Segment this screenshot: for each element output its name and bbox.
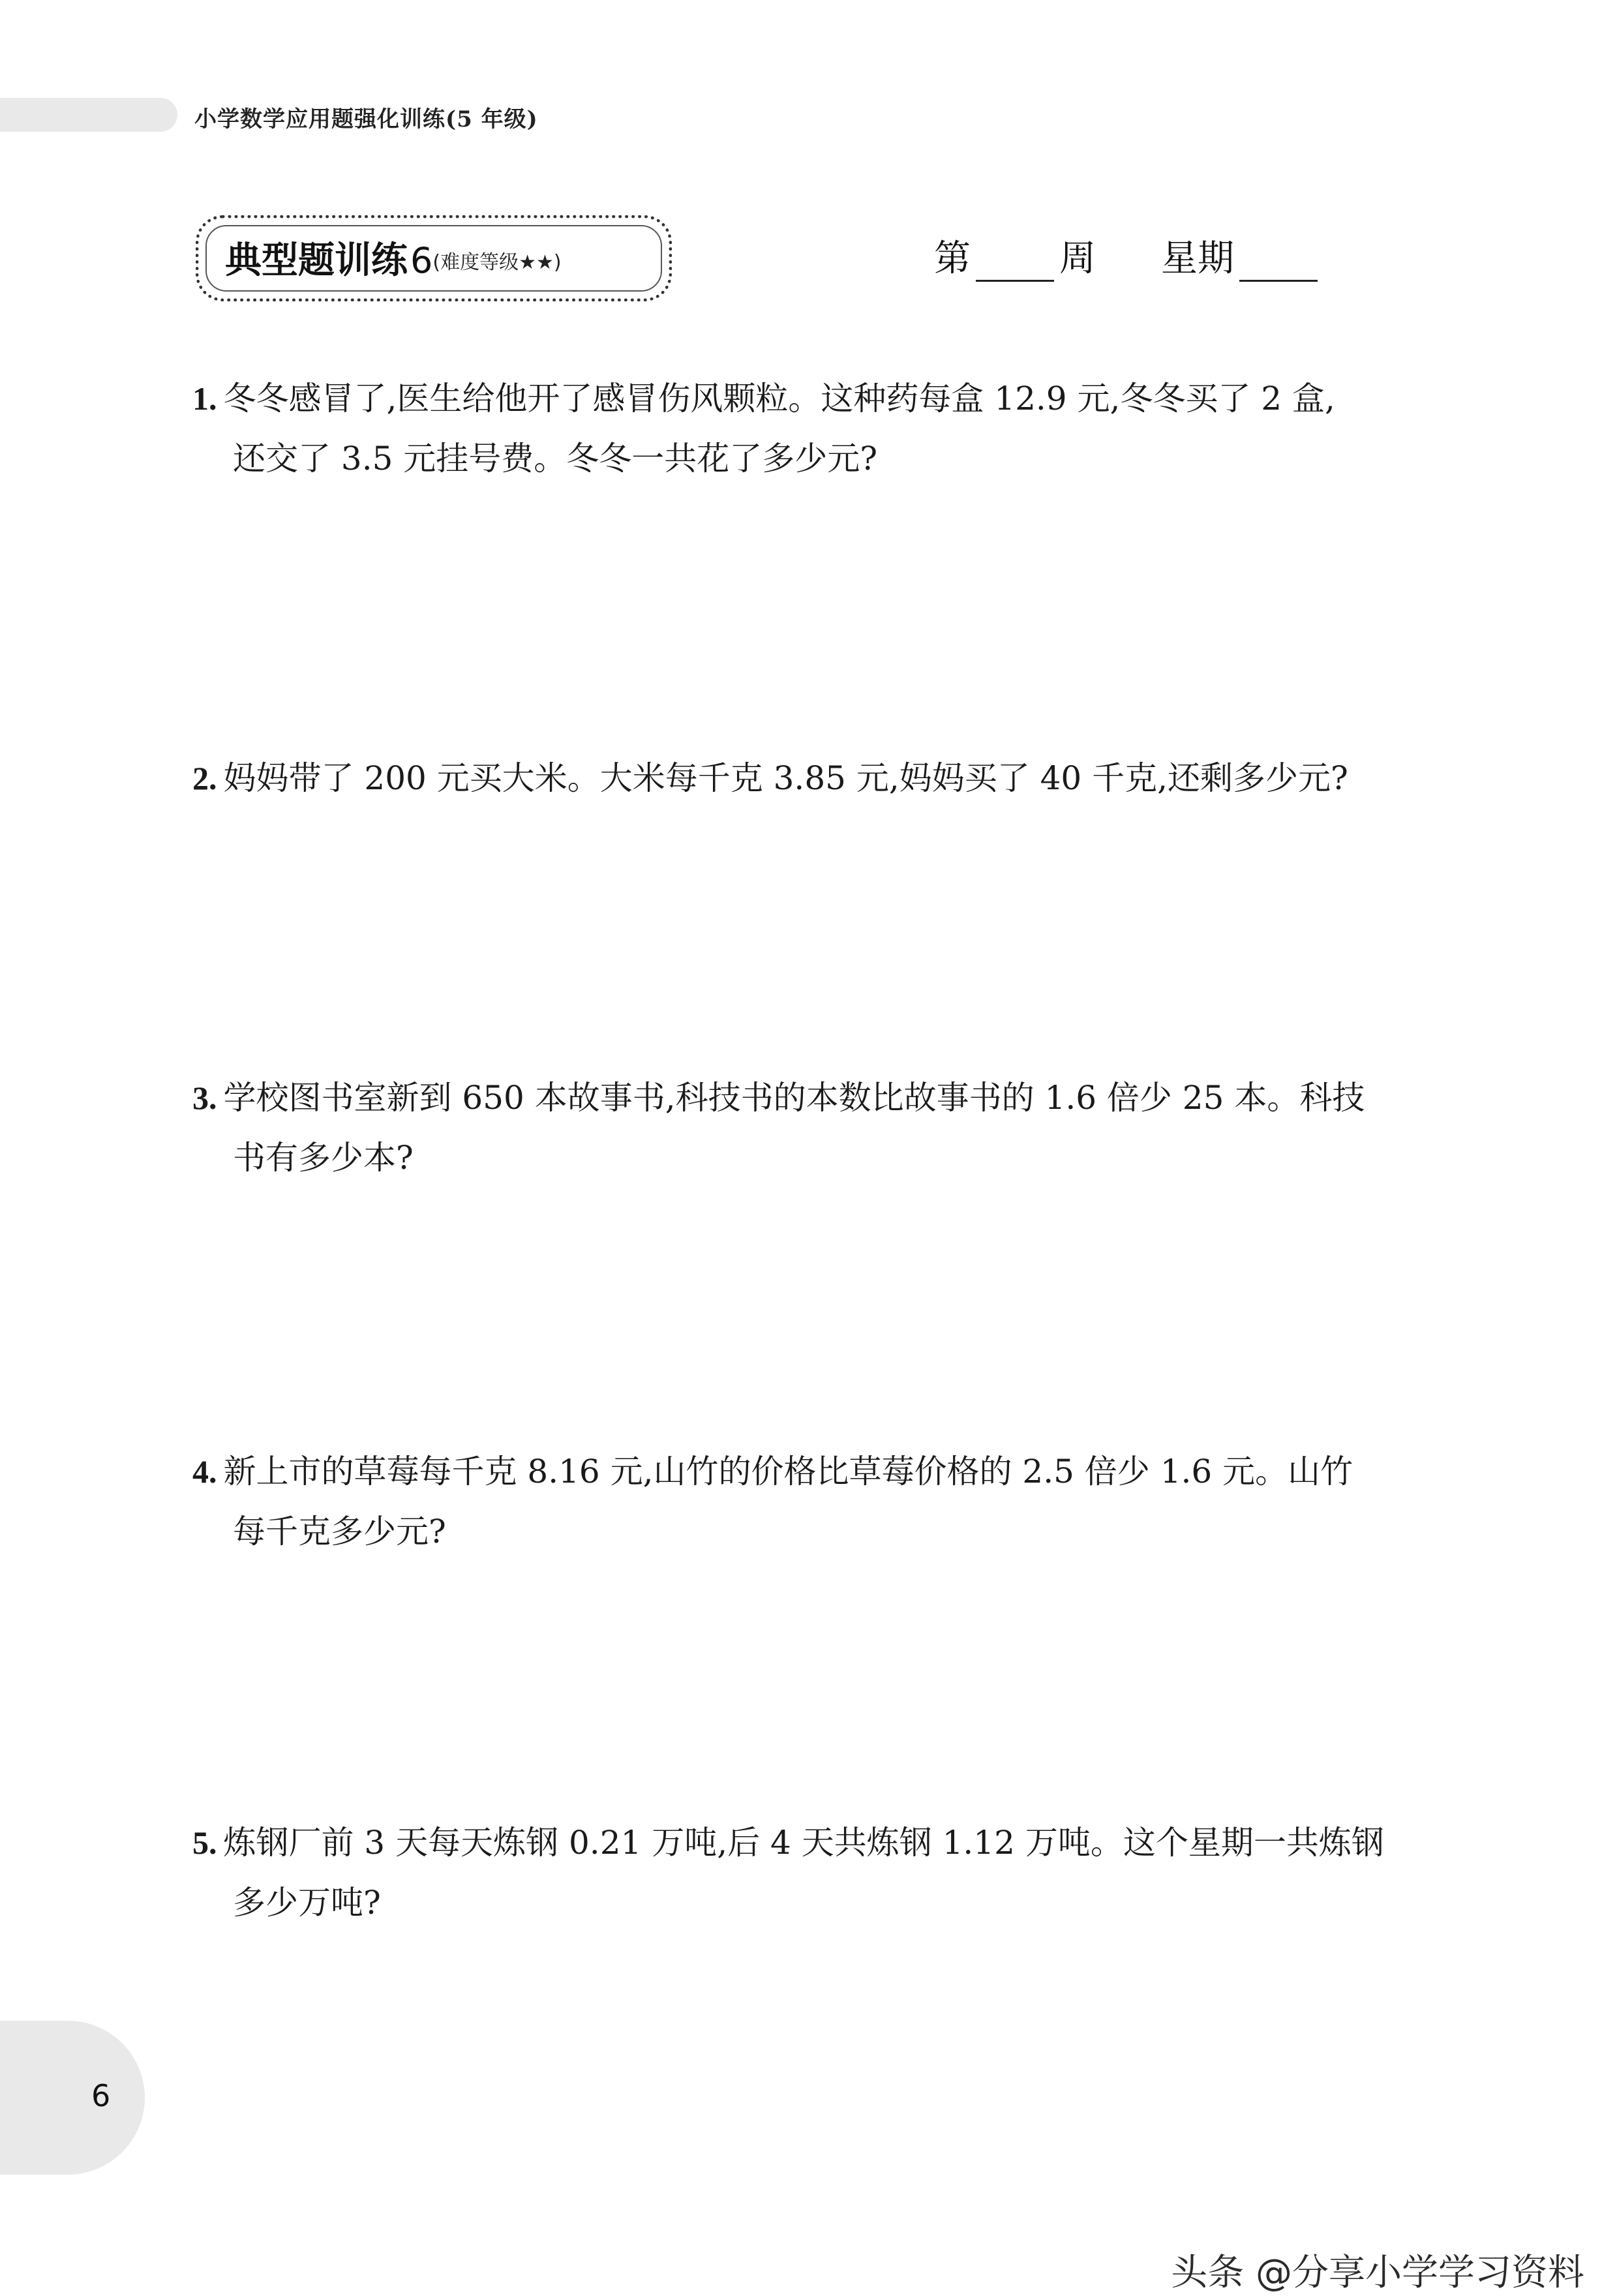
badge-number: 6 (410, 240, 433, 281)
problem-4 (192, 1442, 1432, 1562)
week-prefix: 第 (934, 237, 971, 280)
header-tab-decoration (0, 98, 177, 132)
badge-text (225, 232, 562, 284)
book-title: 小学数学应用题强化训练(5 年级) (194, 106, 538, 132)
problem-text-line: 学校图书室新到 650 本故事书,科技书的本数比故事书的 1.6 倍少 25 本。科技 (223, 1079, 1365, 1117)
page-tab-decoration (0, 2021, 145, 2175)
problem-text-line: 每千克多少元? (233, 1513, 446, 1550)
page-number: 6 (91, 2078, 111, 2113)
problem-number: 3. (192, 1080, 217, 1116)
problem-number: 1. (192, 380, 217, 417)
problem-3 (192, 1068, 1432, 1188)
problem-text-line: 冬冬感冒了,医生给他开了感冒伤风颗粒。这种药每盒 12.9 元,冬冬买了 2 盒, (223, 380, 1335, 417)
problem-text-line: 妈妈带了 200 元买大米。大米每千克 3.85 元,妈妈买了 40 千克,还剩多少元? (223, 759, 1348, 797)
problem-text-line: 还交了 3.5 元挂号费。冬冬一共花了多少元? (233, 440, 878, 477)
problem-1 (192, 369, 1432, 489)
badge-title: 典型题训练 (225, 239, 408, 282)
problem-number: 4. (192, 1453, 217, 1490)
weekday-word: 星期 (1161, 237, 1234, 280)
problem-2 (192, 748, 1432, 808)
section-title-badge (196, 215, 672, 301)
problem-5 (192, 1813, 1432, 1933)
problem-text-line: 炼钢厂前 3 天每天炼钢 0.21 万吨,后 4 天共炼钢 1.12 万吨。这个星期一共炼钢 (223, 1824, 1384, 1862)
badge-difficulty: (难度等级★★) (432, 251, 562, 274)
week-day-line (934, 230, 1323, 282)
problem-number: 5. (192, 1824, 217, 1861)
weekday-blank (1239, 243, 1318, 282)
watermark: 头条 @分享小学学习资料 (1171, 2252, 1584, 2294)
problem-text-line: 新上市的草莓每千克 8.16 元,山竹的价格比草莓价格的 2.5 倍少 1.6 元。山竹 (223, 1453, 1353, 1490)
problem-number: 2. (192, 760, 217, 796)
week-blank (976, 243, 1054, 282)
week-word: 周 (1059, 237, 1096, 280)
problem-text-line: 多少万吨? (233, 1884, 381, 1922)
problem-text-line: 书有多少本? (233, 1139, 414, 1177)
